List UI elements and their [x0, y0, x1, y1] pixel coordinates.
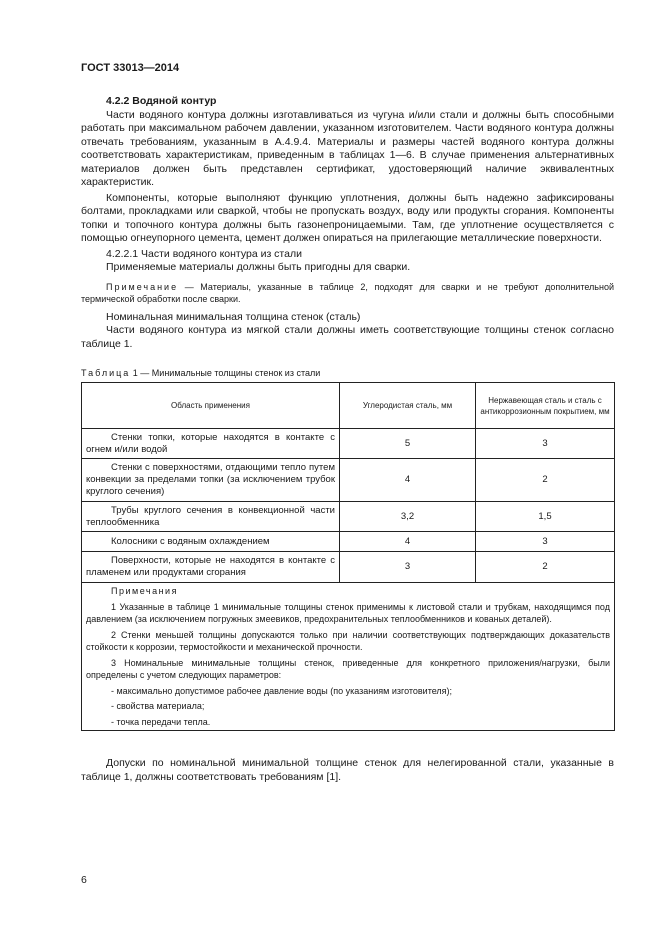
section-paragraph: Компоненты, которые выполняют функцию уплотнения, должны быть надежно зафиксированы болтами, прокладками или сваркой, чтобы не пропускать воздух, воду или продукты сгорания. Компоненты топки и топочного контура должны быть газонепроницаемыми. Там, где уплотнение осуществляется с помощью огнеупорного цемента, цемент должен опираться на прилегающие металлические поверхности. — [81, 191, 614, 244]
table-row — [82, 429, 615, 459]
table-caption-label: Таблица — [81, 368, 131, 378]
table-row — [82, 502, 615, 532]
table-row — [82, 459, 615, 502]
cell-stainless: 3 — [476, 532, 615, 552]
wall-thickness-table — [81, 382, 615, 731]
closing-body — [81, 757, 614, 784]
closing-paragraph: Допуски по номинальной минимальной толщине стенок для нелегированной стали, указанные в таблице 1, должны соответствовать требованиям [1]. — [81, 757, 614, 783]
nominal-thickness-heading: Номинальная минимальная толщина стенок (сталь) — [106, 310, 361, 323]
cell-stainless: 2 — [476, 552, 615, 583]
section-heading: 4.2.2 Водяной контур — [106, 95, 217, 107]
subsection-heading: 4.2.2.1 Части водяного контура из стали — [106, 247, 302, 260]
cell-area: Стенки с поверхностями, отдающими тепло путем конвекции за пределами топки (за исключением трубок круглого сечения) — [82, 459, 340, 502]
table-notes-row — [82, 583, 615, 731]
note-item: 1 Указанные в таблице 1 минимальные толщины стенок применимы к листовой стали и трубкам, находящимся под давлением (за исключением погружных змеевиков, предохранительных теплообменников и кованых деталей). — [86, 601, 610, 624]
cell-stainless: 1,5 — [476, 502, 615, 532]
note-item: 2 Стенки меньшей толщины допускаются только при наличии соответствующих подтверждающих доказательств стойкости к коррозии, термостойкости и механической прочности. — [86, 629, 610, 652]
header-stainless-steel: Нержавеющая сталь и сталь с антикоррозионным покрытием, мм — [476, 383, 615, 429]
page-number: 6 — [81, 874, 87, 886]
note-list-item: - свойства материала; — [111, 701, 205, 711]
note-item: 3 Номинальные минимальные толщины стенок, приведенные для конкретного приложения/нагрузки, были определены с учетом следующих параметров: — [86, 657, 610, 680]
cell-carbon: 4 — [340, 532, 476, 552]
table-caption-text: 1 — Минимальные толщины стенок из стали — [130, 368, 321, 378]
cell-stainless: 2 — [476, 459, 615, 502]
cell-area: Колосники с водяным охлаждением — [82, 532, 340, 552]
section-paragraph: Части водяного контура должны изготавливаться из чугуна и/или стали и должны быть способными работать при максимальном рабочем давлении, указанном изготовителем. Части водяного контура должны отвечать требованиям, указанным в А.4.9.4. Материалы и размеры частей водяного контура должны соответствовать характеристикам, приведенным в таблицах 1—6. В случае применения альтернативных материалов должен быть представлен сертификат, удостоверяющий наличие эквивалентных характеристик. — [81, 108, 614, 188]
table-notes — [82, 583, 615, 731]
header-carbon-steel: Углеродистая сталь, мм — [340, 383, 476, 429]
notes-title: Примечания — [111, 586, 178, 596]
header-area: Область применения — [82, 383, 340, 429]
note-list-item: - максимально допустимое рабочее давление воды (по указаниям изготовителя); — [111, 685, 453, 696]
note-label: Примечание — [106, 281, 179, 292]
document-code: ГОСТ 33013—2014 — [81, 62, 180, 74]
cell-carbon: 4 — [340, 459, 476, 502]
section-body — [81, 95, 614, 351]
cell-area: Стенки топки, которые находятся в контакте с огнем и/или водой — [82, 429, 340, 459]
table-row — [82, 552, 615, 583]
nominal-thickness-paragraph: Части водяного контура из мягкой стали должны иметь соответствующие толщины стенок согласно таблице 1. — [81, 324, 614, 350]
note-paragraph — [81, 281, 614, 305]
note-text: — Материалы, указанные в таблице 2, подходят для сварки и не требуют дополнительной термической обработки после сварки. — [81, 281, 614, 304]
subsection-paragraph: Применяемые материалы должны быть пригодны для сварки. — [106, 261, 411, 273]
cell-carbon: 3,2 — [340, 502, 476, 532]
cell-area: Трубы круглого сечения в конвекционной части теплообменника — [82, 502, 340, 532]
note-list-item: - точка передачи тепла. — [111, 716, 211, 727]
cell-stainless: 3 — [476, 429, 615, 459]
cell-area: Поверхности, которые не находятся в контакте с пламенем или продуктами сгорания — [82, 552, 340, 583]
table-header-row — [82, 383, 615, 429]
cell-carbon: 5 — [340, 429, 476, 459]
table-row — [82, 532, 615, 552]
cell-carbon: 3 — [340, 552, 476, 583]
table-caption — [81, 368, 320, 378]
